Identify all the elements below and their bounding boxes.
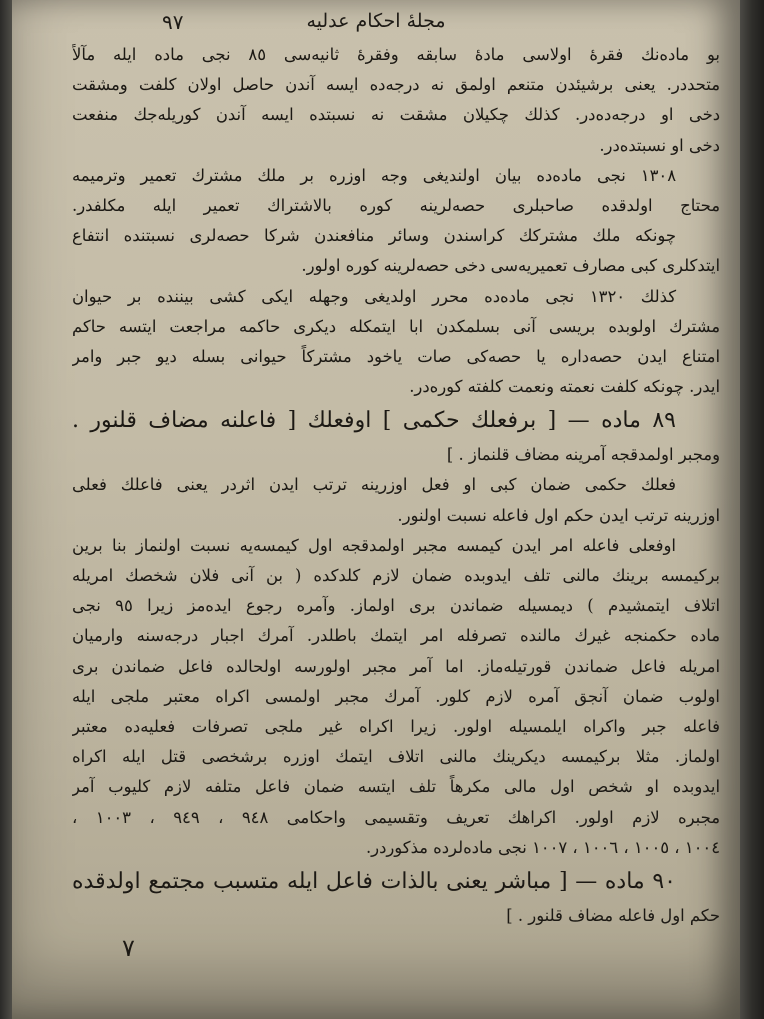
text-line: مجبره لازم اولور. اكراهك تعریف وتقسیمی واحكامی ٩٤٨ ، ٩٤٩ ، ١٠٠٣ ، bbox=[72, 807, 720, 827]
text-line: بركیمسه برینك مالنی تلف ایدوبده ضمان لازم كلدكده ( بن آنی فلان شخصك امریله bbox=[72, 566, 720, 585]
article-heading-90: ٩٠ ماده — [ مباشر یعنی بالذات فاعل ایله متسبب مجتمع اولدقده bbox=[72, 868, 676, 894]
page-number: ٩٧ bbox=[162, 10, 184, 34]
text-line: محتاج اولدقده صاحبلری حصه‌لرینه كوره بالاشتراك تعمیر ایله مكلفدر. bbox=[72, 195, 720, 215]
text-line: ١٣٠٨ نجی ماده‌ده بیان اولندیغی وجه اوزره بر ملك مشترك تعمیر وترمیمه bbox=[72, 165, 676, 185]
text-line: اولوب ضمان آنجق آمره لازم كلور. آمرك مجبر اولمسی اكراه معتبر ملجی ایله bbox=[72, 686, 720, 706]
text-line: اولماز. مثلا بركیمسه دیكرینك مالنی اتلاف ایتمك اوزره برشخصی قتل ایله اكراه bbox=[72, 747, 720, 767]
text-line: كذلك ١٣٢٠ نجی ماده‌ده محرر اولدیغی وجهله ایكی كشی بیننده بر حیوان bbox=[72, 286, 677, 306]
text-line: ایدوبده او شخص اول مالی مكرهاً تلف ایتسه ضمان فاعل متلفه لازم كلیوب آمر bbox=[72, 777, 720, 797]
body-text bbox=[72, 40, 720, 931]
text-line: فعلك حكمی ضمان كبی او فعل اوزرینه ترتب ایدن اثردر یعنی فاعلك فعلی bbox=[72, 475, 676, 495]
text-line: متحددر. یعنی برشیئدن متنعم اولمق نه درجه‌ده ایسه آندن حاصل اولان كلفت ومشقت bbox=[72, 75, 720, 95]
text-line: ایتدكلری كبی مصارف تعمیریه‌سی دخی حصه‌لرینه كوره اولور. bbox=[301, 256, 720, 276]
signature-number: ٧ bbox=[122, 934, 135, 962]
text-line: فاعله جبر واكراه ایلمسیله اولور. زیرا اكراه غیر ملجی تصرفات فعلیه‌ده معتبر bbox=[72, 716, 720, 736]
page-title: مجلهٔ احكام عدليه bbox=[306, 10, 446, 32]
text-line: بو ماده‌نك فقرهٔ اولاسی مادهٔ سابقه وفقرهٔ ثانیه‌سی ٨٥ نجی ماده ایله مآلاً bbox=[72, 45, 720, 64]
text-line: ایدر. چونكه كلفت نعمته ونعمت كلفته كوره‌در. bbox=[409, 377, 720, 397]
text-line: ماده حكمنجه غیرك مالنده تصرفله امر ایتمك باطلدر. آمرك اجبار درجه‌سنه وارمیان bbox=[72, 626, 720, 646]
text-line: حكم اول فاعله مضاف قلنور . ] bbox=[506, 905, 720, 925]
article-heading-89: ٨٩ ماده — [ برفعلك حكمی ] اوفعلك [ فاعلنه مضاف قلنور . bbox=[72, 408, 676, 434]
text-line: دخی او نسبتده‌در. bbox=[599, 135, 720, 155]
text-line: اوزرینه ترتب ایدن حكم اول فاعله نسبت اولنور. bbox=[397, 505, 720, 525]
text-line: ١٠٠٤ ، ١٠٠٥ ، ١٠٠٦ ، ١٠٠٧ نجی ماده‌لرده مذكوردر. bbox=[365, 837, 720, 857]
text-line: امریله فاعل ضماندن قورتیله‌ماز. اما آمر مجبر اولورسه اولحالده فاعل ضماندن بری bbox=[72, 656, 720, 676]
text-line: مشترك اولوبده بریسی آنی بسلمكدن ابا ایتمكله دیكری حاكمه مراجعت ایتسه حاكم bbox=[72, 316, 720, 336]
text-line: چونكه ملك مشتركك كراسندن وسائر منافعندن شركا حصه‌لری نسبتنده انتفاع bbox=[72, 226, 676, 246]
text-line: ومجبر اولمدقجه آمرینه مضاف قلنماز . ] bbox=[446, 445, 720, 465]
text-line: امتناع ایدن حصه‌داره یا حصه‌كی صات یاخود مشتركاً حیوانی بسله دیو جبر وامر bbox=[72, 346, 720, 366]
text-line: اوفعلی فاعله امر ایدن كیمسه مجبر اولمدقجه اول كیمسه‌یه نسبت اولنماز بنا برین bbox=[72, 535, 676, 555]
book-page bbox=[12, 0, 740, 1019]
text-line: دخی او درجه‌ده‌در. كذلك چكیلان مشقت نه نسبتده ایسه آندن كوریله‌جك منفعت bbox=[72, 105, 720, 125]
page-header bbox=[12, 6, 740, 36]
text-line: اتلاف ایتمشیدم ) دیمسیله ضماندن بری اولماز. وآمره رجوع ایده‌مز زیرا ٩٥ نجی bbox=[72, 596, 720, 616]
